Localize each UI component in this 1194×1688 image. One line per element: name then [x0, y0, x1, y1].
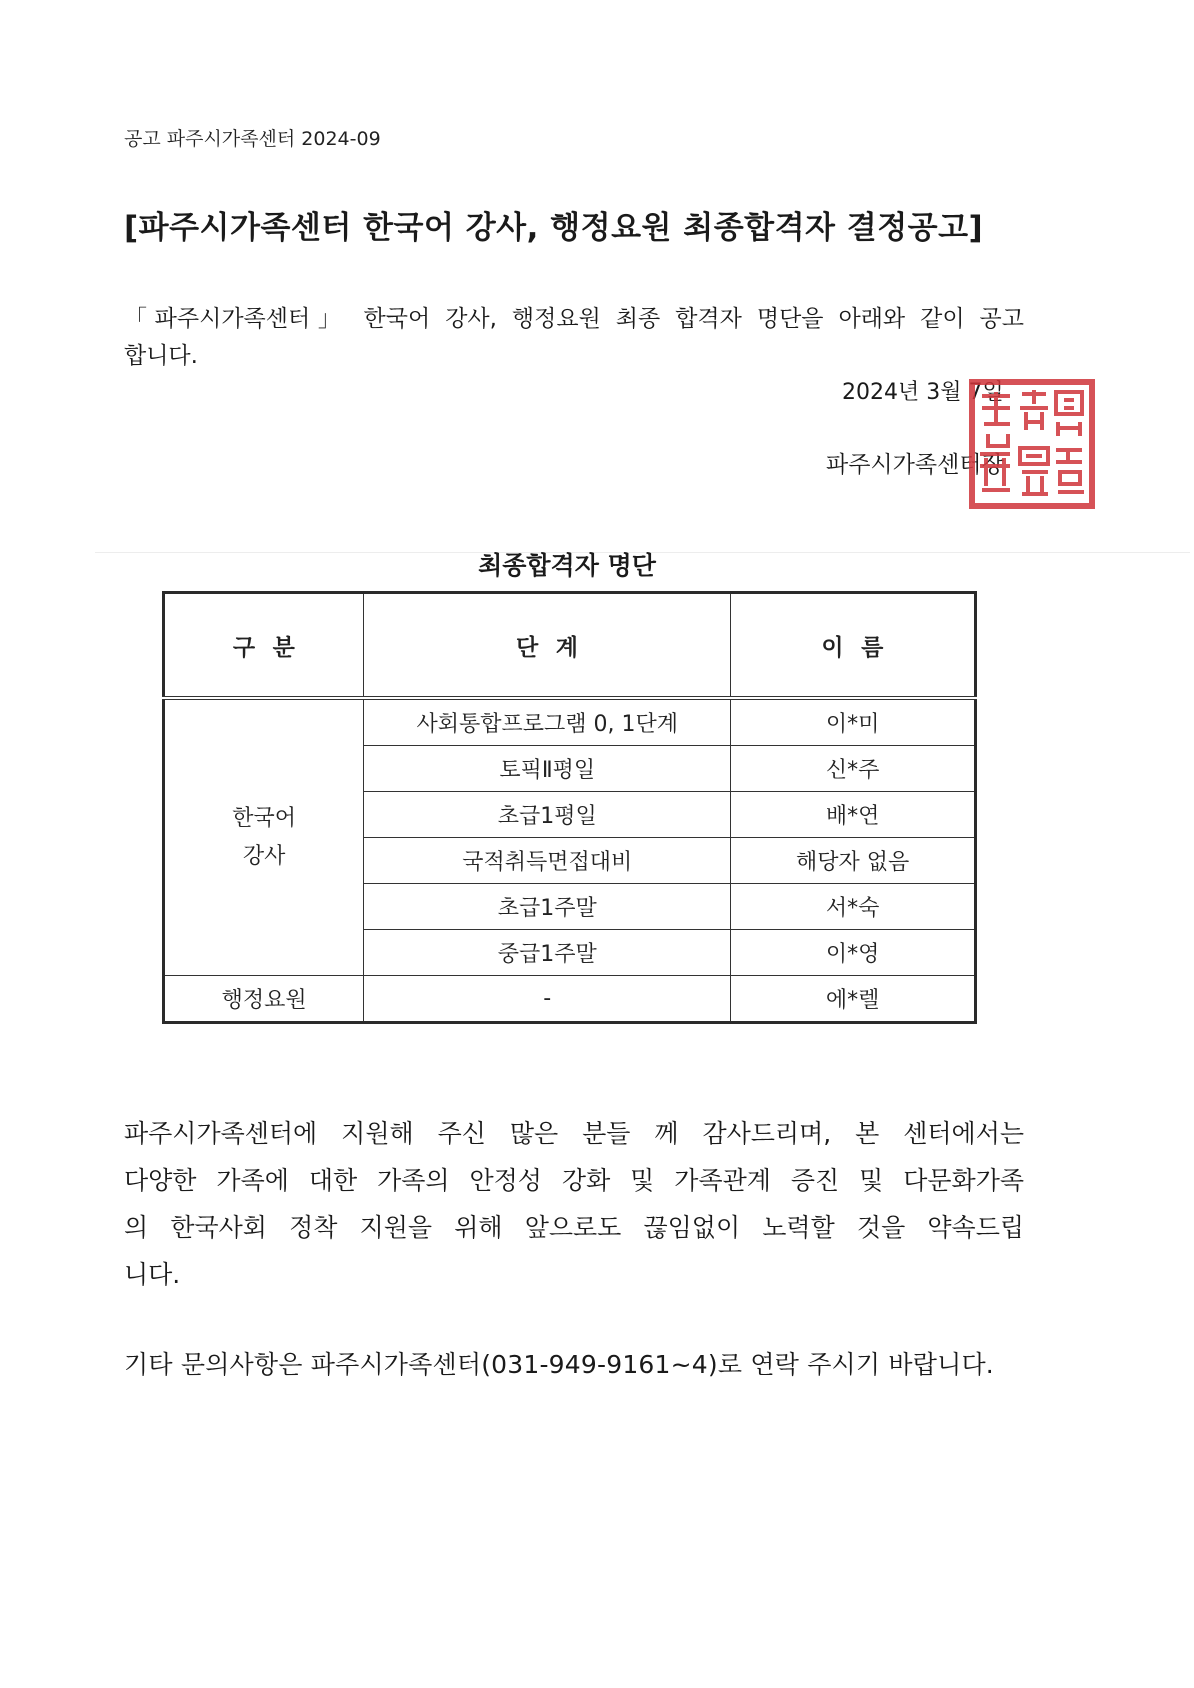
name-cell: 배*연: [731, 792, 976, 838]
intro-line-1: 「파주시가족센터」 한국어 강사, 행정요원 최종 합격자 명단을 아래와 같이 공고: [124, 306, 1024, 332]
header-category: 구 분: [164, 593, 364, 699]
table-row: [164, 698, 976, 746]
official-seal-stamp: [968, 378, 1096, 510]
notice-date: 2024년 3월 7일: [842, 380, 1004, 405]
closing-line-3: 의 한국사회 정착 지원을 위해 앞으로도 끊임없이 노력할 것을 약속드립: [124, 1213, 1024, 1242]
closing-line-2: 다양한 가족에 대한 가족의 안정성 강화 및 가족관계 증진 및 다문화가족: [124, 1166, 1024, 1195]
name-cell: 서*숙: [731, 884, 976, 930]
table-row-admin: [164, 976, 976, 1023]
stage-cell: 초급1평일: [364, 792, 731, 838]
name-cell: 이*영: [731, 930, 976, 976]
stage-cell: -: [364, 976, 731, 1023]
stage-cell: 초급1주말: [364, 884, 731, 930]
stage-cell: 중급1주말: [364, 930, 731, 976]
stage-cell: 토픽Ⅱ평일: [364, 746, 731, 792]
intro-line-2: 합니다.: [124, 343, 198, 369]
final-results-table: [162, 591, 977, 1024]
header-stage: 단 계: [364, 593, 731, 699]
name-cell: 이*미: [731, 698, 976, 746]
notice-number: 공고 파주시가족센터 2024-09: [124, 128, 381, 150]
signer-title: 파주시가족센터장: [826, 452, 1004, 478]
category-korean-instructor: 한국어 강사: [164, 698, 364, 976]
name-cell: 신*주: [731, 746, 976, 792]
stage-cell: 사회통합프로그램 0, 1단계: [364, 698, 731, 746]
closing-line-1: 파주시가족센터에 지원해 주신 많은 분들 께 감사드리며, 본 센터에서는: [124, 1119, 1024, 1148]
name-cell: 에*렐: [731, 976, 976, 1023]
stage-cell: 국적취득면접대비: [364, 838, 731, 884]
category-admin-staff: 행정요원: [164, 976, 364, 1023]
table-header-row: [164, 593, 976, 699]
results-table-title: 최종합격자 명단: [478, 551, 656, 580]
header-name: 이 름: [731, 593, 976, 699]
contact-info: 기타 문의사항은 파주시가족센터(031-949-9161~4)로 연락 주시기 바랍니다.: [124, 1350, 994, 1379]
page-title: [파주시가족센터 한국어 강사, 행정요원 최종합격자 결정공고]: [124, 210, 984, 246]
name-cell: 해당자 없음: [731, 838, 976, 884]
closing-line-4: 니다.: [124, 1260, 181, 1289]
